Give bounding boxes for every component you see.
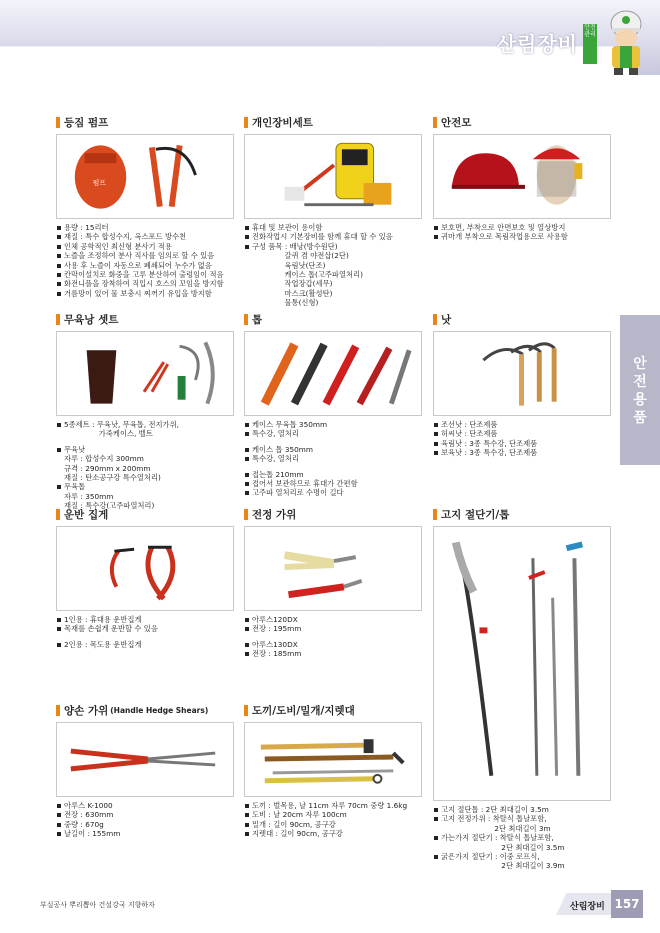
section-hedge-shears bbox=[56, 703, 234, 839]
header-badge: 안전관리 bbox=[583, 24, 597, 64]
spec-list bbox=[244, 420, 422, 498]
spec-item: 가는가지 절단기 : 착탈식 톱날포함, bbox=[433, 833, 611, 842]
spec-item: 휴대 및 보관이 용이함 bbox=[244, 223, 422, 232]
spec-item: 규격 : 290mm x 200mm bbox=[64, 463, 151, 473]
spec-item: 진화작업시 기본장비를 함께 휴대 할 수 있음 bbox=[244, 232, 422, 241]
spec-item: 아루스120DX bbox=[244, 615, 422, 624]
spec-item: 중량 : 670g bbox=[56, 820, 234, 829]
section-pole-saw bbox=[433, 507, 611, 871]
spec-list bbox=[433, 805, 611, 871]
spec-item: 용량 : 15리터 bbox=[56, 223, 234, 232]
section-helmet bbox=[433, 115, 611, 242]
section-axes bbox=[244, 703, 422, 839]
spec-item: 1인용 : 휴대용 운반집게 bbox=[56, 615, 234, 624]
section-subtitle: (Handle Hedge Shears) bbox=[110, 705, 209, 715]
spec-item: 갈퀴 겸 야전삽(2단) bbox=[252, 251, 349, 261]
section-title: 전정 가위 bbox=[252, 508, 297, 521]
footer bbox=[0, 893, 660, 915]
spec-item: 목재를 손쉽게 운반할 수 있음 bbox=[56, 624, 234, 633]
section-marker bbox=[244, 509, 248, 520]
spec-item: 지렛대 : 길이 90cm, 공구강 bbox=[244, 829, 422, 838]
section-marker bbox=[56, 117, 60, 128]
spec-list bbox=[433, 223, 611, 242]
spec-item: 허씨낫 : 단조제품 bbox=[433, 429, 611, 438]
spec-item: 사용 후 노즐이 자동으로 폐쇄되어 누수가 없음 bbox=[56, 261, 234, 270]
spec-item: 특수강, 열처리 bbox=[244, 454, 422, 463]
section-marker bbox=[244, 705, 248, 716]
product-photo bbox=[433, 331, 611, 416]
spec-item: 밀개 : 길이 90cm, 공구강 bbox=[244, 820, 422, 829]
product-photo bbox=[244, 526, 422, 611]
spec-list bbox=[244, 223, 422, 308]
product-photo bbox=[56, 331, 234, 416]
section-log-tongs bbox=[56, 507, 234, 649]
spec-item: 케이스 톱(고주파열처리) bbox=[252, 270, 363, 280]
section-title: 운반 집게 bbox=[64, 508, 109, 521]
spec-item: 재질 : 특수강(고주파열처리) bbox=[64, 501, 155, 511]
spec-list bbox=[56, 223, 234, 298]
section-title: 톱 bbox=[252, 313, 263, 326]
page-number: 157 bbox=[611, 890, 643, 918]
spec-item: 전장 : 630mm bbox=[56, 810, 234, 819]
product-photo bbox=[244, 134, 422, 219]
spec-item: 조선낫 : 단조제품 bbox=[433, 420, 611, 429]
spec-item: 도끼 : 벌목용, 날 11cm 자루 70cm 중량 1.6kg bbox=[244, 801, 422, 810]
spec-item: 무육낫 bbox=[56, 445, 234, 454]
spec-list bbox=[56, 801, 234, 839]
spec-item: 자루 : 350mm bbox=[64, 491, 114, 501]
section-title: 고지 절단기/톱 bbox=[441, 508, 510, 521]
spec-item: 날길이 : 155mm bbox=[56, 829, 234, 838]
spec-item: 칸막이설치로 화중을 고루 분산하여 출렁임이 적음 bbox=[56, 270, 234, 279]
spec-item: 2단 최대길이 3.9m bbox=[441, 861, 565, 871]
spec-item: 보육낫 : 3종 특수강, 단조제품 bbox=[433, 448, 611, 457]
section-sickles bbox=[433, 312, 611, 458]
spec-item: 노즐을 조정하여 분사 직사를 임의로 할 수 있음 bbox=[56, 251, 234, 260]
spec-item: 고주파 열처리로 수명이 길다 bbox=[244, 488, 422, 497]
page-title: 산림장비 bbox=[496, 32, 578, 56]
spec-item: 굵은가지 절단기 : 이중 로프식, bbox=[433, 852, 611, 861]
side-tab bbox=[620, 315, 660, 465]
spec-item: 작업장갑(세무) bbox=[252, 279, 333, 289]
section-title: 등짐 펌프 bbox=[64, 116, 109, 129]
spec-item: 2인용 : 목도용 운반집게 bbox=[56, 640, 234, 649]
spec-item: 무육톱 bbox=[56, 482, 234, 491]
spec-item: 거름망이 있어 물 보충시 찌꺼기 유입을 방지함 bbox=[56, 289, 234, 298]
spec-item: 귀마개 부착으로 목림작업용으로 사용함 bbox=[433, 232, 611, 241]
spec-item: 구성 품목 : 배낭(방수원단) bbox=[244, 242, 422, 251]
mascot-illustration bbox=[598, 6, 654, 76]
section-pruning-set bbox=[56, 312, 234, 511]
spec-item: 인체 공학적인 최신형 분사기 적용 bbox=[56, 242, 234, 251]
section-saws bbox=[244, 312, 422, 498]
spec-item: 고지 절단톱 : 2단 최대길이 3.5m bbox=[433, 805, 611, 814]
spec-item: 특수강, 열처리 bbox=[244, 429, 422, 438]
spec-list bbox=[244, 801, 422, 839]
section-marker bbox=[56, 314, 60, 325]
footer-slogan: 부실공사 뿌리뽑아 건설강국 지향하자 bbox=[40, 901, 155, 909]
spec-item: 5종세트 : 무육낫, 무육톱, 전지가위, bbox=[56, 420, 234, 429]
section-personal-kit bbox=[244, 115, 422, 308]
spec-item: 고지 전정가위 : 착탈식 톱날포함, bbox=[433, 814, 611, 823]
section-marker bbox=[244, 314, 248, 325]
spec-list bbox=[56, 615, 234, 649]
spec-item: 아루스 K-1000 bbox=[56, 801, 234, 810]
section-pruning-shears bbox=[244, 507, 422, 659]
spec-item: 육림낫(단조) bbox=[252, 260, 326, 270]
product-photo bbox=[56, 526, 234, 611]
spec-item: 케이스 무육톱 350mm bbox=[244, 420, 422, 429]
svg-text:펌프: 펌프 bbox=[92, 178, 106, 187]
section-marker bbox=[56, 509, 60, 520]
section-marker bbox=[433, 117, 437, 128]
footer-label: 산림장비 bbox=[570, 902, 605, 912]
spec-list bbox=[433, 420, 611, 458]
spec-item: 마스크(활성탄) bbox=[252, 288, 333, 298]
spec-item: 가죽케이스, 벨트 bbox=[64, 429, 153, 439]
section-backpack-pump bbox=[56, 115, 234, 298]
side-tab-label: 안전용품 bbox=[633, 356, 647, 426]
section-marker bbox=[433, 314, 437, 325]
spec-item: 2단 최대길이 3m bbox=[441, 823, 551, 833]
spec-item: 접는톱 210mm bbox=[244, 470, 422, 479]
spec-item: 재질 : 특수 합성수지, 옥스포드 방수천 bbox=[56, 232, 234, 241]
product-photo bbox=[56, 134, 234, 219]
product-photo bbox=[433, 526, 611, 801]
product-photo bbox=[244, 722, 422, 797]
section-title: 안전모 bbox=[441, 116, 472, 129]
spec-item: 접어서 보관하므로 휴대가 간편함 bbox=[244, 479, 422, 488]
spec-item: 아루스130DX bbox=[244, 640, 422, 649]
spec-item: 화전니플을 장착하여 직입시 호스의 꼬임을 방지함 bbox=[56, 279, 234, 288]
product-photo bbox=[56, 722, 234, 797]
section-title: 낫 bbox=[441, 313, 452, 326]
section-marker bbox=[244, 117, 248, 128]
section-title: 무육낭 셋트 bbox=[64, 313, 119, 326]
spec-item: 2단 최대길이 3.5m bbox=[441, 842, 565, 852]
spec-item: 전장 : 195mm bbox=[244, 624, 422, 633]
spec-item: 육림낫 : 3종 특수강, 단조제품 bbox=[433, 439, 611, 448]
section-title: 개인장비세트 bbox=[252, 116, 313, 129]
spec-list bbox=[56, 420, 234, 511]
spec-item: 보호면, 부착으로 안면보호 및 열상방지 bbox=[433, 223, 611, 232]
spec-item: 전장 : 185mm bbox=[244, 649, 422, 658]
section-marker bbox=[433, 509, 437, 520]
product-photo bbox=[433, 134, 611, 219]
section-marker bbox=[56, 705, 60, 716]
spec-list bbox=[244, 615, 422, 659]
product-photo bbox=[244, 331, 422, 416]
section-title: 양손 가위 bbox=[64, 704, 109, 717]
spec-item: 도비 : 날 20cm 자루 100cm bbox=[244, 810, 422, 819]
spec-item: 케이스 톱 350mm bbox=[244, 445, 422, 454]
spec-item: 재질 : 탄소공구강 특수열처리) bbox=[64, 473, 161, 483]
spec-item: 자루 : 합성수지 300mm bbox=[64, 454, 144, 464]
spec-item: 물통(신형) bbox=[252, 298, 319, 308]
section-title: 도끼/도비/밀개/지렛대 bbox=[252, 704, 355, 717]
